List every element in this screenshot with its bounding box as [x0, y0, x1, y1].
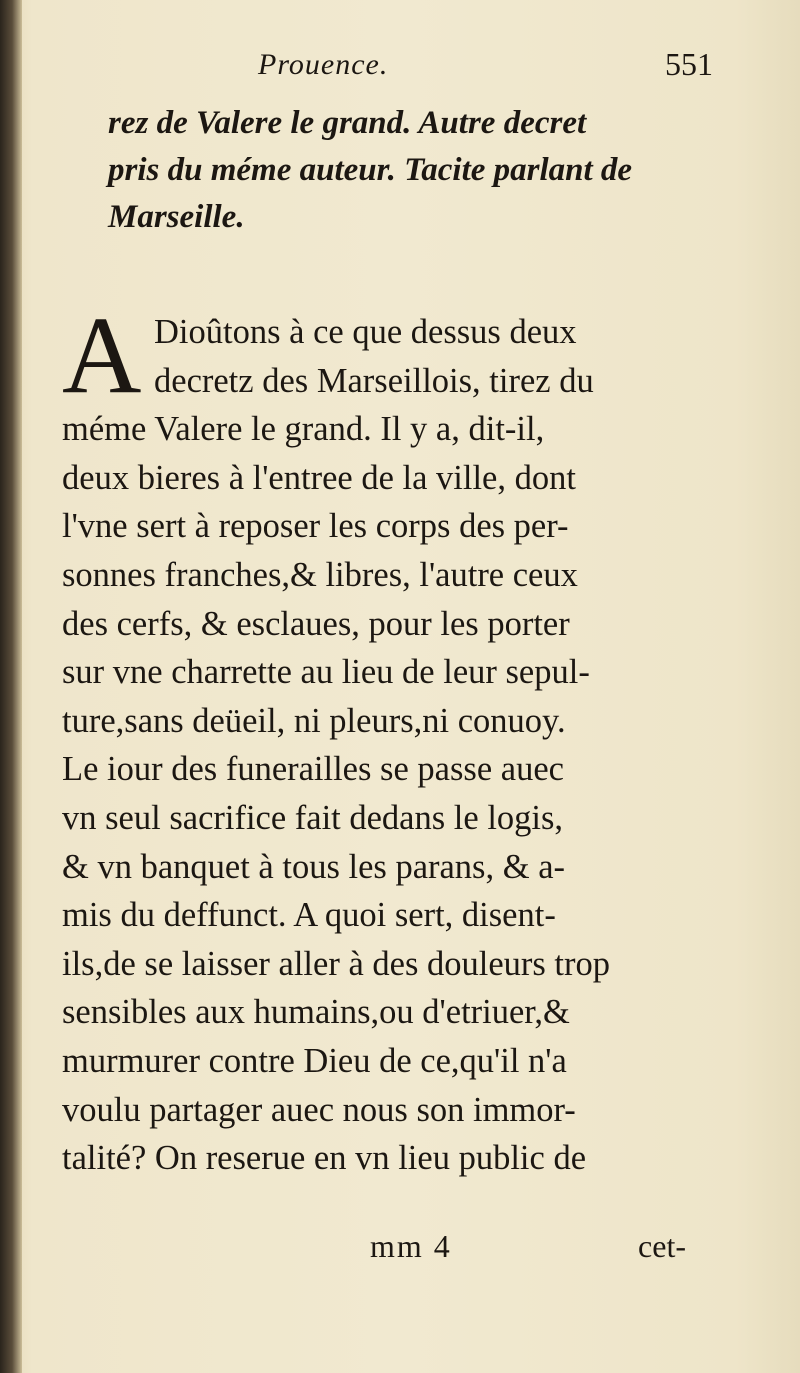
- body-line: des cerfs, & esclaues, pour les porter: [62, 604, 570, 643]
- body-line: talité? On reserue en vn lieu public de: [62, 1139, 587, 1178]
- running-title: Prouence.: [258, 48, 389, 81]
- catchword: cet-: [638, 1228, 686, 1264]
- body-line: l'vne sert à reposer les corps des per-: [62, 507, 569, 546]
- body-line: sonnes franches,& libres, l'autre ceux: [62, 555, 578, 594]
- body-line: méme Valere le grand. Il y a, dit-il,: [62, 410, 545, 449]
- body-line: deux bieres à l'entree de la ville, dont: [62, 458, 576, 497]
- chapter-summary: [108, 100, 708, 241]
- body-line: ils,de se laisser aller à des douleurs trop: [62, 944, 611, 983]
- summary-line: pris du méme auteur. Tacite parlant de: [108, 152, 633, 188]
- body-line: Dioûtons à ce que dessus deux: [154, 313, 577, 351]
- body-line: decretz des Marseillois, tirez du: [154, 361, 594, 400]
- body-line: mis du deffunct. A quoi sert, disent-: [62, 896, 556, 935]
- signature-mark: mm 4: [370, 1228, 452, 1264]
- running-head: [258, 44, 713, 96]
- page-binding-edge: [0, 0, 22, 1373]
- summary-line: Marseille.: [108, 199, 245, 235]
- body-line: Le iour des funerailles se passe auec: [62, 750, 564, 789]
- body-line: vn seul sacrifice fait dedans le logis,: [62, 798, 564, 837]
- page-number: 551: [665, 46, 713, 82]
- body-line: sur vne charrette au lieu de leur sepul-: [62, 653, 590, 692]
- summary-line: rez de Valere le grand. Autre decret: [108, 105, 587, 141]
- body-line: & vn banquet à tous les parans, & a-: [62, 847, 565, 886]
- body-text: [62, 308, 712, 1183]
- body-line: voulu partager auec nous son immor-: [62, 1090, 576, 1129]
- body-line: murmurer contre Dieu de ce,qu'il n'a: [62, 1041, 567, 1080]
- page-footer: [370, 1228, 690, 1278]
- body-line: ture,sans deüeil, ni pleurs,ni conuoy.: [62, 701, 566, 740]
- drop-cap: A: [62, 294, 142, 416]
- body-line: sensibles aux humains,ou d'etriuer,&: [62, 993, 570, 1032]
